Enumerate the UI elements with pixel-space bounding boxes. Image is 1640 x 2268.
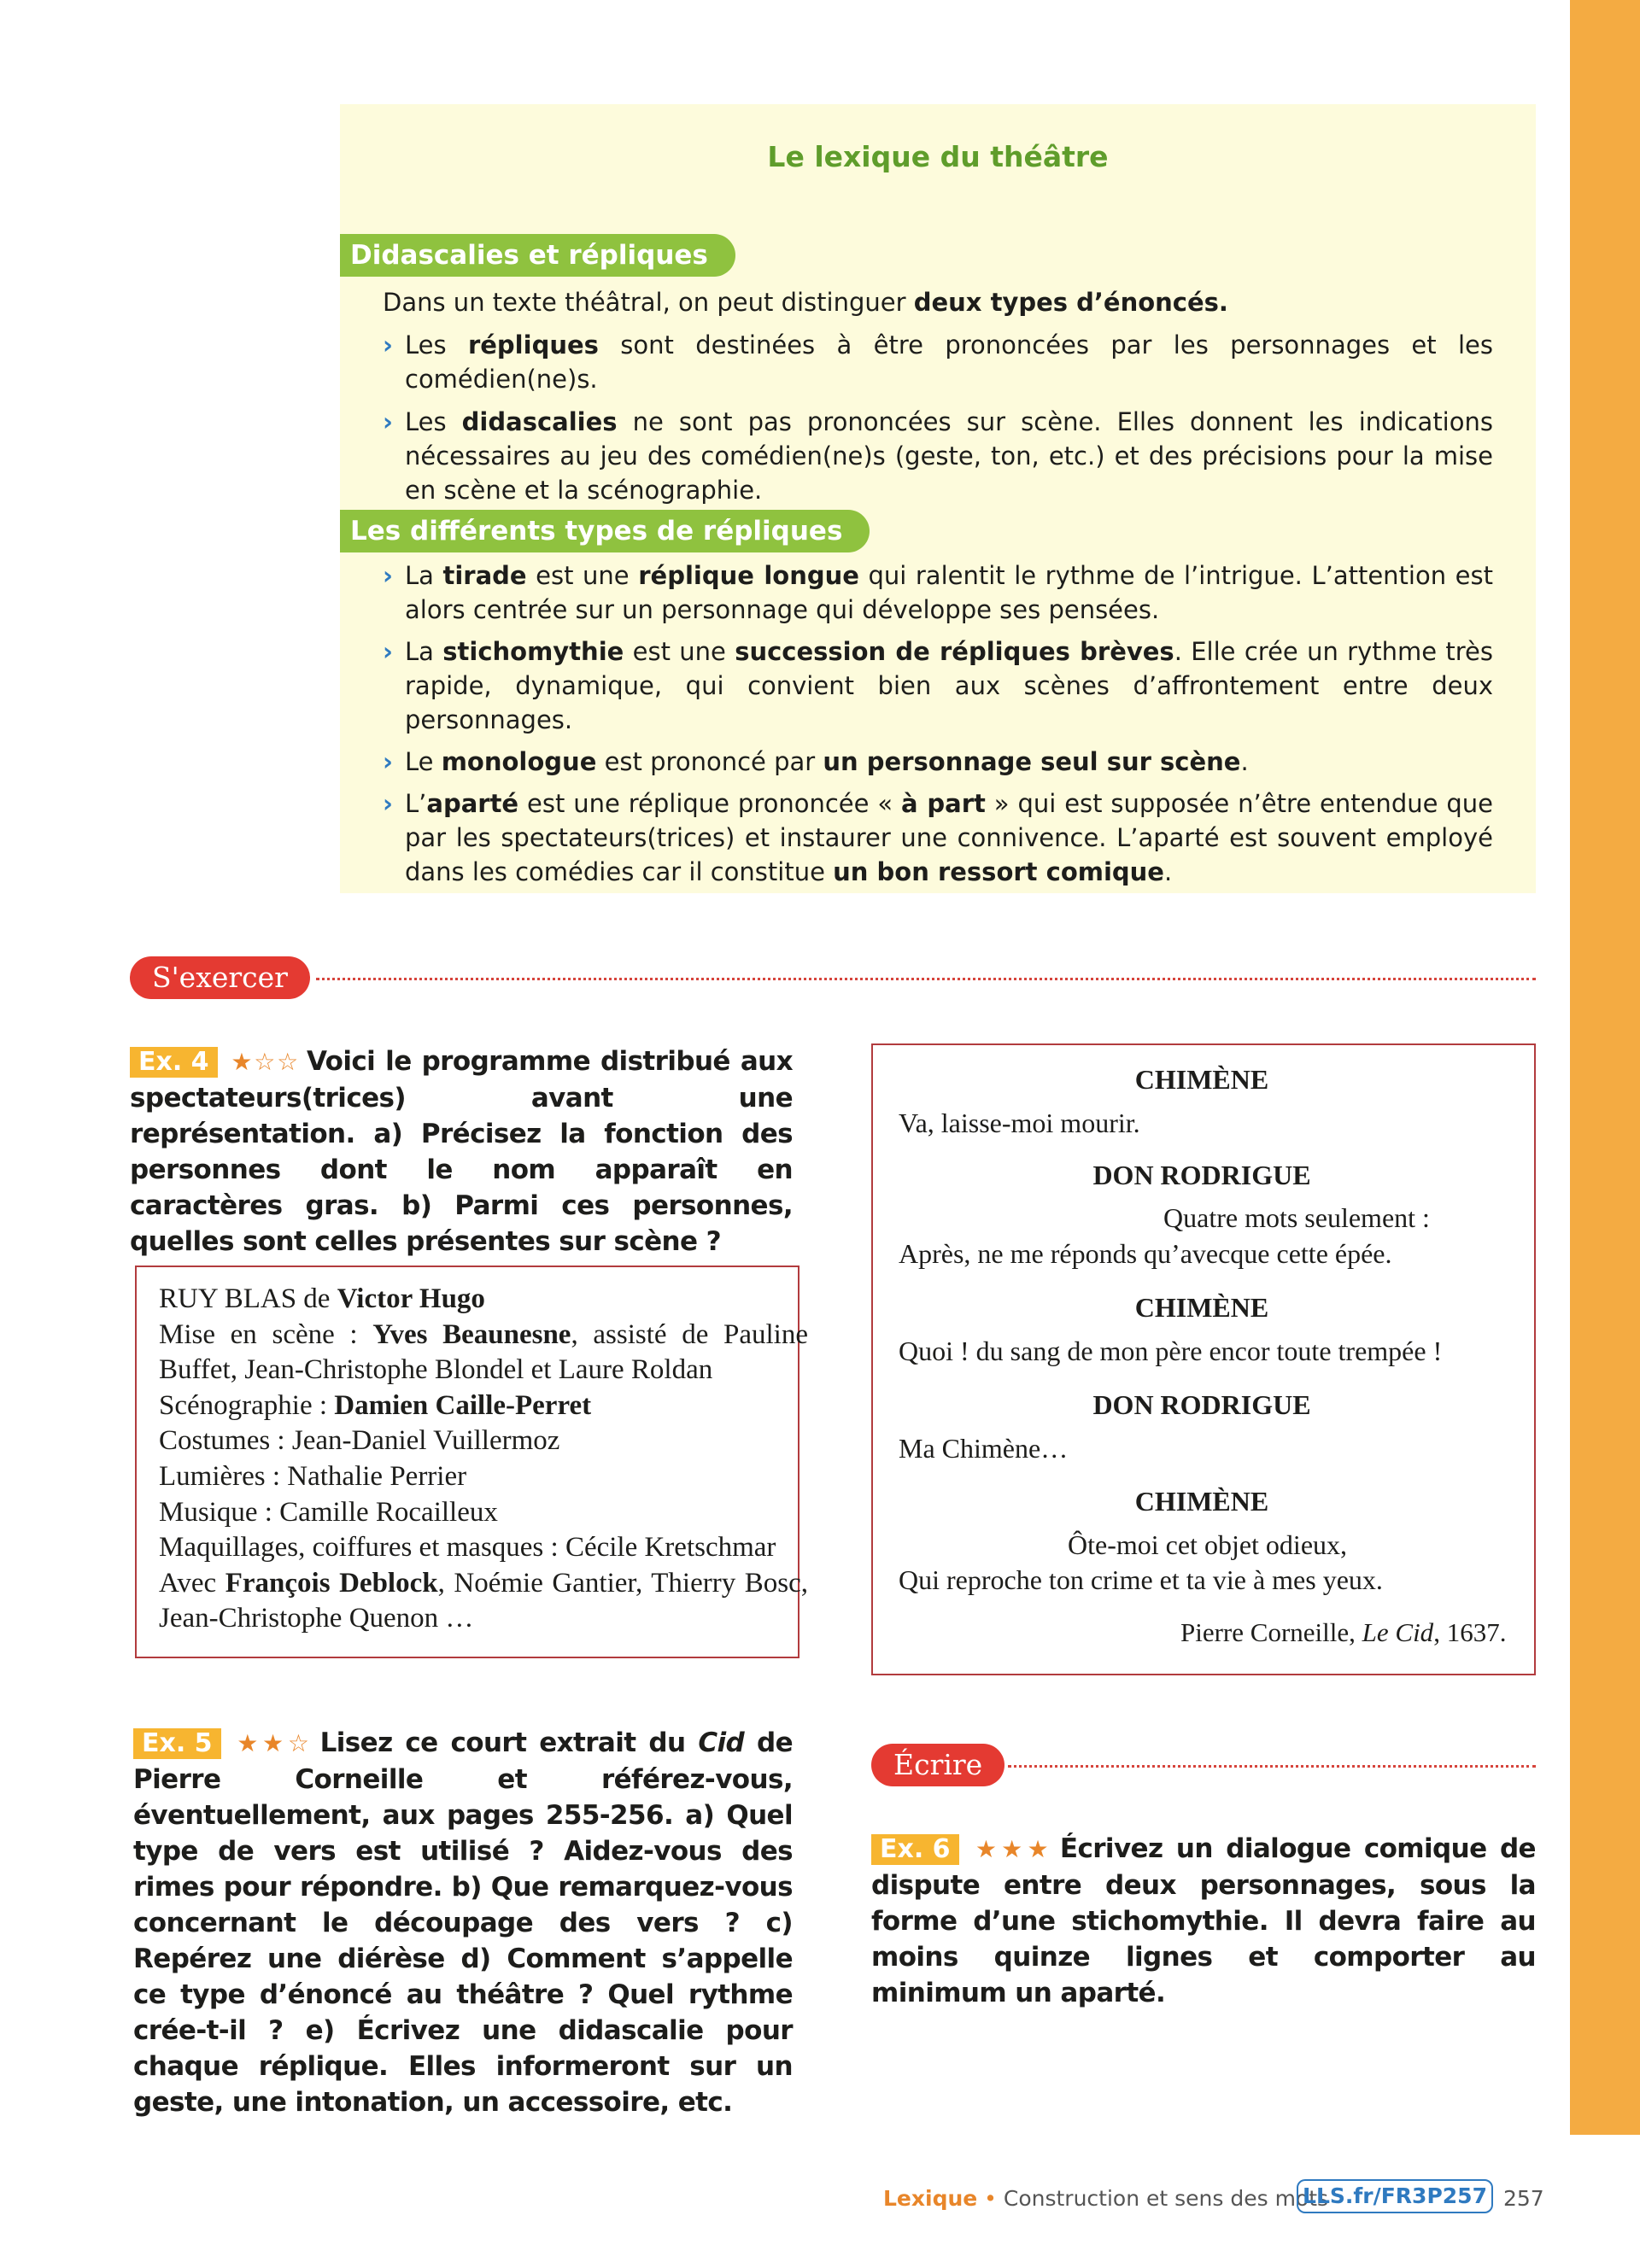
text-run: Le [405, 747, 442, 776]
ex4-question [130, 1043, 793, 1260]
text-run: Les [405, 407, 462, 436]
section1-intro [383, 285, 1493, 319]
program-line: Lumières : Nathalie Perrier [159, 1460, 467, 1492]
program-line: Maquillages, coiffures et masques : Cécile Kretschmar [159, 1532, 776, 1564]
dotted-rule [1008, 1765, 1536, 1768]
bullet-didascalies [383, 405, 1493, 507]
lexique-box [340, 104, 1536, 893]
text-run: » qui est supposée n’être entendue que par les spectateurs(trices) et instaurer une connivence. L’aparté est souvent employé dans les comédies car il constitue [405, 789, 1493, 886]
program-line [159, 1388, 808, 1424]
chevron-icon: › [383, 330, 393, 359]
ex6-question [871, 1831, 1536, 2011]
difficulty-stars-icon: ★★★ [970, 1835, 1053, 1863]
text-run: est une [624, 637, 735, 666]
verse-line: Quatre mots seulement : [1163, 1202, 1430, 1233]
work-title: Le Cid [1362, 1617, 1434, 1647]
bullet-stichomythie [383, 634, 1493, 737]
bullet-repliques [383, 328, 1493, 396]
term-bold: à part [901, 789, 986, 818]
program-text [159, 1282, 808, 1637]
sexercer-tag: S'exercer [130, 956, 310, 999]
term-bold: aparté [426, 789, 519, 818]
term-bold: monologue [441, 747, 597, 776]
work-title: Cid [698, 1727, 745, 1758]
lls-link[interactable]: LLS.fr/FR3P257 [1297, 2179, 1493, 2213]
program-line [159, 1566, 808, 1637]
chevron-icon: › [383, 747, 393, 776]
source-citation [1180, 1617, 1506, 1648]
star-filled-icon: ★ [229, 1048, 255, 1076]
text-run: Les [405, 330, 468, 359]
intro-text: Dans un texte théâtral, on peut distinguer [383, 288, 914, 317]
verse-line: Va, laisse-moi mourir. [899, 1108, 1140, 1138]
text-run: La [405, 637, 443, 666]
program-line: Costumes : Jean-Daniel Vuillermoz [159, 1425, 560, 1457]
name-bold: Victor Hugo [337, 1283, 485, 1314]
footer-subtitle: Construction et sens des mots [1003, 2186, 1329, 2211]
term-bold: succession de répliques brèves [735, 637, 1174, 666]
ex6-text: Écrivez un dialogue comique de dispute entre deux personnages, sous la forme d’une stichomythie. Il devra faire au moins quinze lignes et comporter au minimum un aparté. [871, 1833, 1536, 2008]
difficulty-stars-icon [230, 1048, 300, 1076]
term-bold: un bon ressort comique [833, 857, 1164, 886]
text-run: est prononcé par [596, 747, 823, 776]
speaker-name: CHIMÈNE [1134, 1486, 1269, 1517]
text-run: . Elle crée un rythme très rapide, dynamique, qui convient bien aux scènes d’affrontement entre deux personnages. [405, 637, 1493, 734]
section2-text [383, 558, 1493, 889]
speaker-name: DON RODRIGUE [1092, 1389, 1311, 1420]
page-edge-tab [1570, 0, 1640, 2135]
footer-breadcrumb [883, 2186, 1328, 2211]
text-run: Scénographie : [159, 1389, 335, 1421]
name-bold: Damien Caille-Perret [334, 1389, 592, 1421]
text-run: La [405, 561, 443, 590]
bullet-monologue [383, 745, 1493, 779]
text-run: , assisté de Pauline Buffet, Jean-Christophe Blondel et Laure Roldan [159, 1318, 808, 1386]
text-run: Avec [159, 1567, 226, 1599]
section1-text [383, 285, 1493, 507]
bullet-tirade [383, 558, 1493, 627]
ex4-text: Voici le programme distribué aux spectateurs(trices) avant une représentation. a) Précisez la fonction des personnes dont le nom apparaît en caractères gras. b) Parmi ces personnes, quelles sont celles présentes sur scène ? [130, 1046, 793, 1257]
extract-text [899, 1043, 1505, 1672]
text-run: RUY BLAS de [159, 1283, 337, 1314]
chevron-icon: › [383, 789, 393, 818]
ex5-question [133, 1725, 793, 2120]
term-bold: répliques [467, 330, 599, 359]
chevron-icon: › [383, 637, 393, 666]
name-bold: François Deblock [225, 1567, 438, 1599]
verse-line: Après, ne me réponds qu’avecque cette épée. [899, 1238, 1392, 1269]
term-bold: didascalies [461, 407, 618, 436]
page-number: 257 [1503, 2186, 1544, 2211]
difficulty-stars-icon [233, 1729, 313, 1757]
text-run: L’ [405, 789, 427, 818]
speaker-name: DON RODRIGUE [1092, 1160, 1311, 1190]
verse-line: Ma Chimène… [899, 1433, 1069, 1464]
chevron-icon: › [383, 407, 393, 436]
term-bold: réplique longue [638, 561, 859, 590]
footer-section: Lexique [883, 2186, 978, 2211]
term-bold: tirade [442, 561, 527, 590]
text-run: . [1240, 747, 1249, 776]
program-line: Musique : Camille Rocailleux [159, 1496, 498, 1528]
text-run: , Noémie Gantier, Thierry Bosc, Jean-Christophe Quenon … [159, 1567, 808, 1634]
text-run: est une réplique prononcée « [518, 789, 902, 818]
chevron-icon: › [383, 561, 393, 590]
text-run: sont destinées à être prononcées par les personnages et les comédien(ne)s. [405, 330, 1493, 394]
text-run: Mise en scène : [159, 1318, 373, 1350]
bullet-aparte [383, 786, 1493, 889]
star-empty-icon: ☆ [287, 1729, 313, 1757]
text-run: qui ralentit le rythme de l’intrigue. L’attention est alors centrée sur un personnage qui développe ses pensées. [405, 561, 1493, 624]
speaker-name: CHIMÈNE [1134, 1292, 1269, 1323]
ecrire-tag: Écrire [871, 1744, 1004, 1786]
ex5-text: Lisez ce court extrait du [319, 1727, 699, 1758]
term-bold: un personnage seul sur scène [823, 747, 1241, 776]
name-bold: Yves Beaunesne [372, 1318, 571, 1350]
program-line [159, 1282, 808, 1318]
term-bold: stichomythie [442, 637, 624, 666]
lexique-title: Le lexique du théâtre [767, 140, 1109, 173]
text-run: . [1163, 857, 1173, 886]
footer-separator: • [977, 2186, 1004, 2211]
text-run: ne sont pas prononcées sur scène. Elles donnent les indications nécessaires au jeu des comédien(ne)s (geste, ton, etc.) et des précisions pour la mise en scène et la scénographie. [405, 407, 1493, 505]
speaker-name: CHIMÈNE [1134, 1064, 1269, 1095]
text-run: est une [526, 561, 639, 590]
ex6-number: Ex. 6 [871, 1834, 959, 1865]
star-filled-icon: ★★ [232, 1729, 288, 1757]
tag-types-repliques: Les différents types de répliques [340, 510, 870, 552]
dotted-rule [316, 978, 1536, 980]
intro-bold: deux types d’énoncés. [913, 288, 1228, 317]
verse-line: Qui reproche ton crime et ta vie à mes yeux. [899, 1564, 1383, 1595]
ex5-text: de Pierre Corneille et référez-vous, éventuellement, aux pages 255-256. a) Quel type de vers est utilisé ? Aidez-vous des rimes pour répondre. b) Que remarquez-vous concernant le découpage des vers ? c) Repérez une diérèse d) Comment s’appelle ce type d’énoncé au théâtre ? Quel rythme crée-t-il ? e) Écrivez une didascalie pour chaque réplique. Elles informeront sur un geste, une intonation, un accessoire, etc. [133, 1727, 794, 2118]
star-empty-icon: ☆☆ [254, 1048, 300, 1076]
verse-line: Quoi ! du sang de mon père encor toute trempée ! [899, 1336, 1443, 1366]
text-run: Pierre Corneille, [1180, 1617, 1362, 1647]
verse-line: Ôte-moi cet objet odieux, [1068, 1529, 1348, 1560]
ex4-number: Ex. 4 [130, 1047, 218, 1078]
program-line [159, 1318, 808, 1388]
tag-didascalies-repliques: Didascalies et répliques [340, 234, 735, 277]
text-run: , 1637. [1433, 1617, 1507, 1647]
ex5-number: Ex. 5 [133, 1728, 221, 1759]
